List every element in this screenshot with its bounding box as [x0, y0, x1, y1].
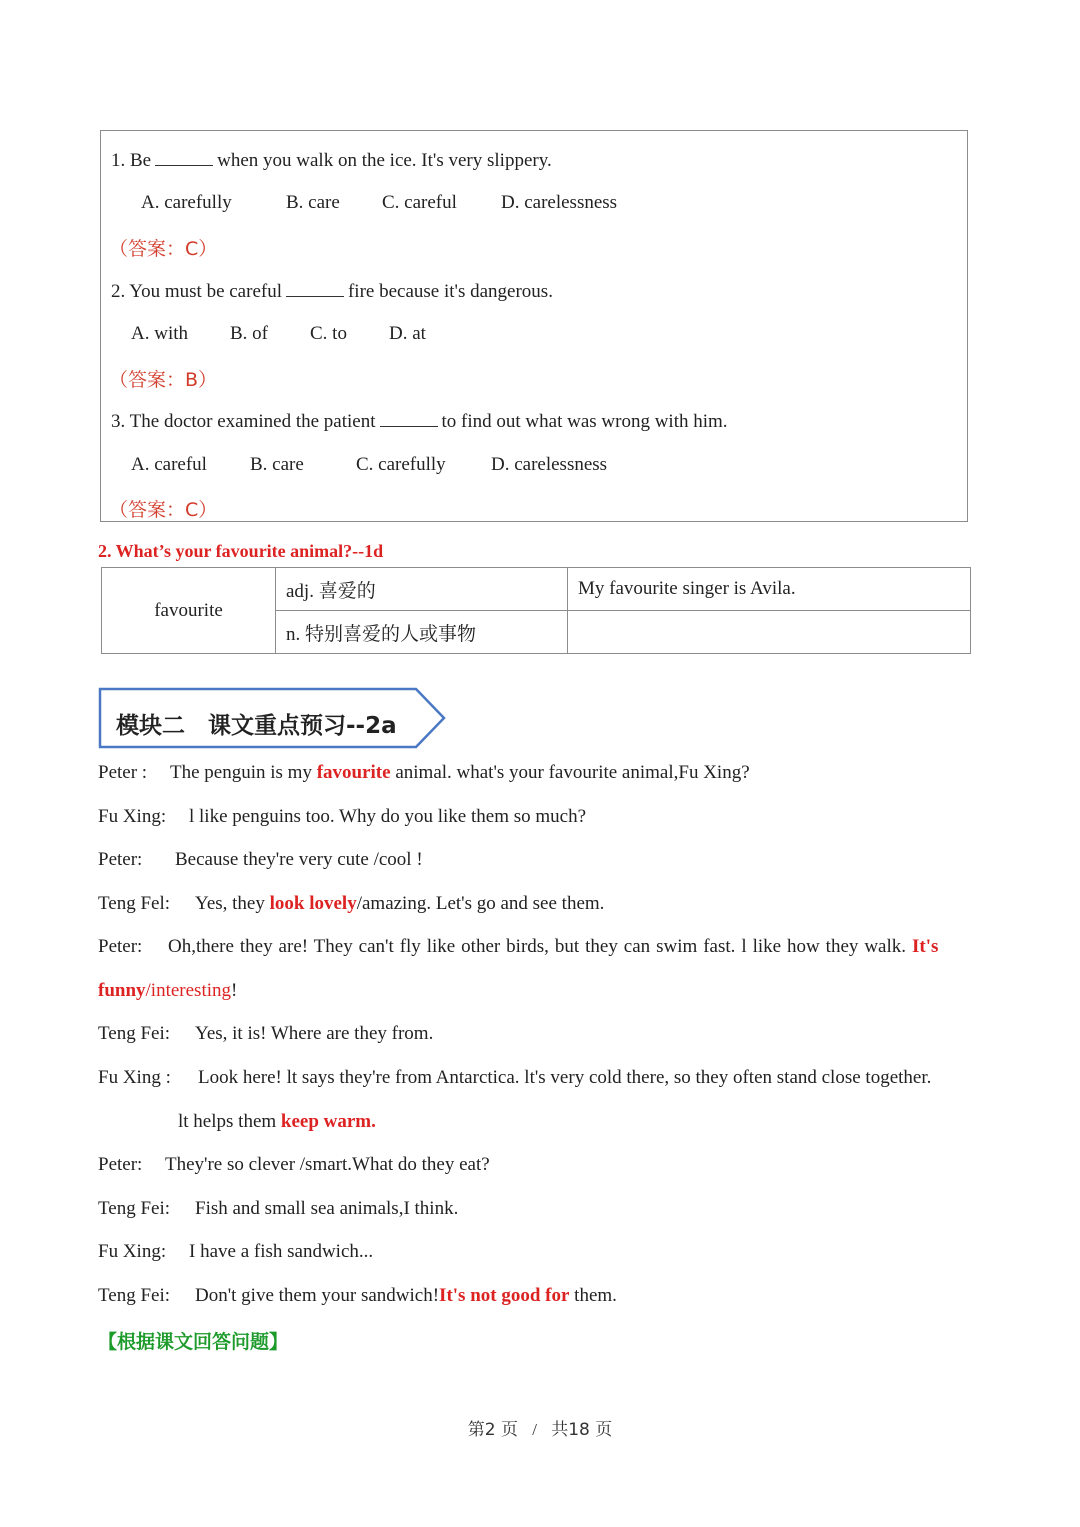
- vocab-definition: [276, 611, 568, 654]
- speaker: Peter:: [98, 849, 143, 870]
- part-of-speech: adj.: [286, 580, 314, 602]
- vocab-definition: [276, 568, 568, 611]
- q2-option-c: C. to: [310, 323, 347, 344]
- q2-option-a: A. with: [131, 323, 188, 344]
- question-3-prefix: 3. The doctor examined the patient: [111, 411, 376, 432]
- highlight-alt: /interesting: [145, 980, 232, 1001]
- q3-option-a: A. careful: [131, 454, 207, 475]
- page-total: 共18 页: [551, 1420, 613, 1440]
- line-text: l like penguins too. Why do you like them so much?: [189, 806, 587, 827]
- dialogue-line: [98, 1241, 373, 1263]
- question-3-suffix: to find out what was wrong with him.: [441, 411, 728, 432]
- line-text: Yes, they: [195, 893, 270, 914]
- speaker: Peter:: [98, 1154, 143, 1175]
- table-row: [102, 568, 971, 611]
- q1-option-d: D. carelessness: [501, 192, 618, 213]
- line-text: Yes, it is! Where are they from.: [195, 1023, 434, 1044]
- speaker: Fu Xing:: [98, 806, 167, 827]
- q1-option-a: A. carefully: [141, 192, 232, 213]
- part-of-speech: n.: [286, 623, 301, 645]
- highlight: It's not good for: [439, 1285, 570, 1306]
- answer-questions-heading: 【根据课文回答问题】: [98, 1331, 289, 1353]
- blank: [286, 280, 344, 297]
- question-1: [111, 149, 552, 172]
- page-footer: [0, 1415, 1080, 1440]
- q1-option-b: B. care: [286, 192, 340, 213]
- q3-option-d: D. carelessness: [491, 454, 608, 475]
- highlight: It's: [911, 936, 939, 957]
- line-text: Because they're very cute /cool !: [175, 849, 423, 870]
- q3-option-b: B. care: [250, 454, 304, 475]
- dialogue-line: [98, 762, 750, 784]
- q2-option-d: D. at: [389, 323, 426, 344]
- question-2: [111, 280, 553, 303]
- vocab-section-title: 2. What’s your favourite animal?--1d: [98, 541, 384, 561]
- dialogue-line: [98, 1023, 433, 1045]
- line-text: them.: [569, 1285, 617, 1306]
- meaning: 喜爱的: [318, 579, 376, 602]
- line-text: The penguin is my: [170, 762, 317, 783]
- q1-option-c: C. careful: [382, 192, 457, 213]
- dialogue-line: [98, 1067, 931, 1089]
- highlight: keep warm.: [280, 1111, 376, 1132]
- speaker: Teng Fei:: [98, 1285, 171, 1306]
- vocab-word: favourite: [102, 568, 276, 654]
- q2-option-b: B. of: [230, 323, 268, 344]
- dialogue-line: [98, 1285, 617, 1307]
- module-title: 模块二 课文重点预习--2a: [116, 713, 397, 739]
- q1-answer: （答案：C）: [109, 238, 218, 260]
- line-text: I have a fish sandwich...: [189, 1241, 374, 1262]
- speaker: Teng Fei:: [98, 1023, 171, 1044]
- blank: [155, 149, 213, 166]
- line-text: /amazing. Let's go and see them.: [356, 893, 605, 914]
- vocab-table: [101, 567, 971, 654]
- speaker: Peter:: [98, 936, 143, 957]
- page-number: 第2 页: [467, 1420, 518, 1440]
- line-text: Look here! lt says they're from Antarctica. lt's very cold there, so they often stand close together.: [198, 1067, 932, 1088]
- meaning: 特别喜爱的人或事物: [305, 622, 477, 645]
- dialogue-line: [98, 806, 586, 828]
- dialogue-line: [98, 1198, 458, 1220]
- question-2-suffix: fire because it's dangerous.: [347, 281, 553, 302]
- vocab-example: My favourite singer is Avila.: [568, 568, 971, 611]
- highlight: look lovely: [269, 893, 357, 914]
- page-separator: /: [532, 1420, 537, 1439]
- question-3: [111, 410, 728, 433]
- line-text: lt helps them: [178, 1111, 281, 1132]
- highlight: favourite: [316, 762, 391, 783]
- speaker: Fu Xing :: [98, 1067, 171, 1088]
- line-text: !: [231, 980, 238, 1001]
- question-1-suffix: when you walk on the ice. It's very slippery.: [217, 150, 552, 171]
- speaker: Peter :: [98, 762, 148, 783]
- blank: [380, 410, 438, 427]
- highlight: funny: [98, 980, 146, 1001]
- q2-answer: （答案：B）: [109, 369, 218, 391]
- dialogue-line: [98, 1154, 490, 1176]
- dialogue-line: [98, 980, 237, 1002]
- line-text: Don't give them your sandwich!: [195, 1285, 440, 1306]
- line-text: Fish and small sea animals,I think.: [195, 1198, 459, 1219]
- dialogue-line: [178, 1111, 376, 1133]
- line-text: They're so clever /smart.What do they eat?: [165, 1154, 490, 1175]
- speaker: Teng Fel:: [98, 893, 171, 914]
- q3-option-c: C. carefully: [356, 454, 446, 475]
- question-1-prefix: 1. Be: [111, 150, 152, 171]
- dialogue-line: [98, 936, 982, 958]
- speaker: Fu Xing:: [98, 1241, 167, 1262]
- dialogue-line: [98, 849, 423, 871]
- question-2-prefix: 2. You must be careful: [111, 281, 282, 302]
- line-text: animal. what's your favourite animal,Fu Xing?: [390, 762, 750, 783]
- vocab-example: [568, 611, 971, 654]
- q3-answer: （答案：C）: [109, 499, 218, 521]
- dialogue-line: [98, 893, 604, 915]
- speaker: Teng Fei:: [98, 1198, 171, 1219]
- line-text: Oh,there they are! They can't fly like other birds, but they can swim fast. l like how they walk.: [168, 936, 912, 957]
